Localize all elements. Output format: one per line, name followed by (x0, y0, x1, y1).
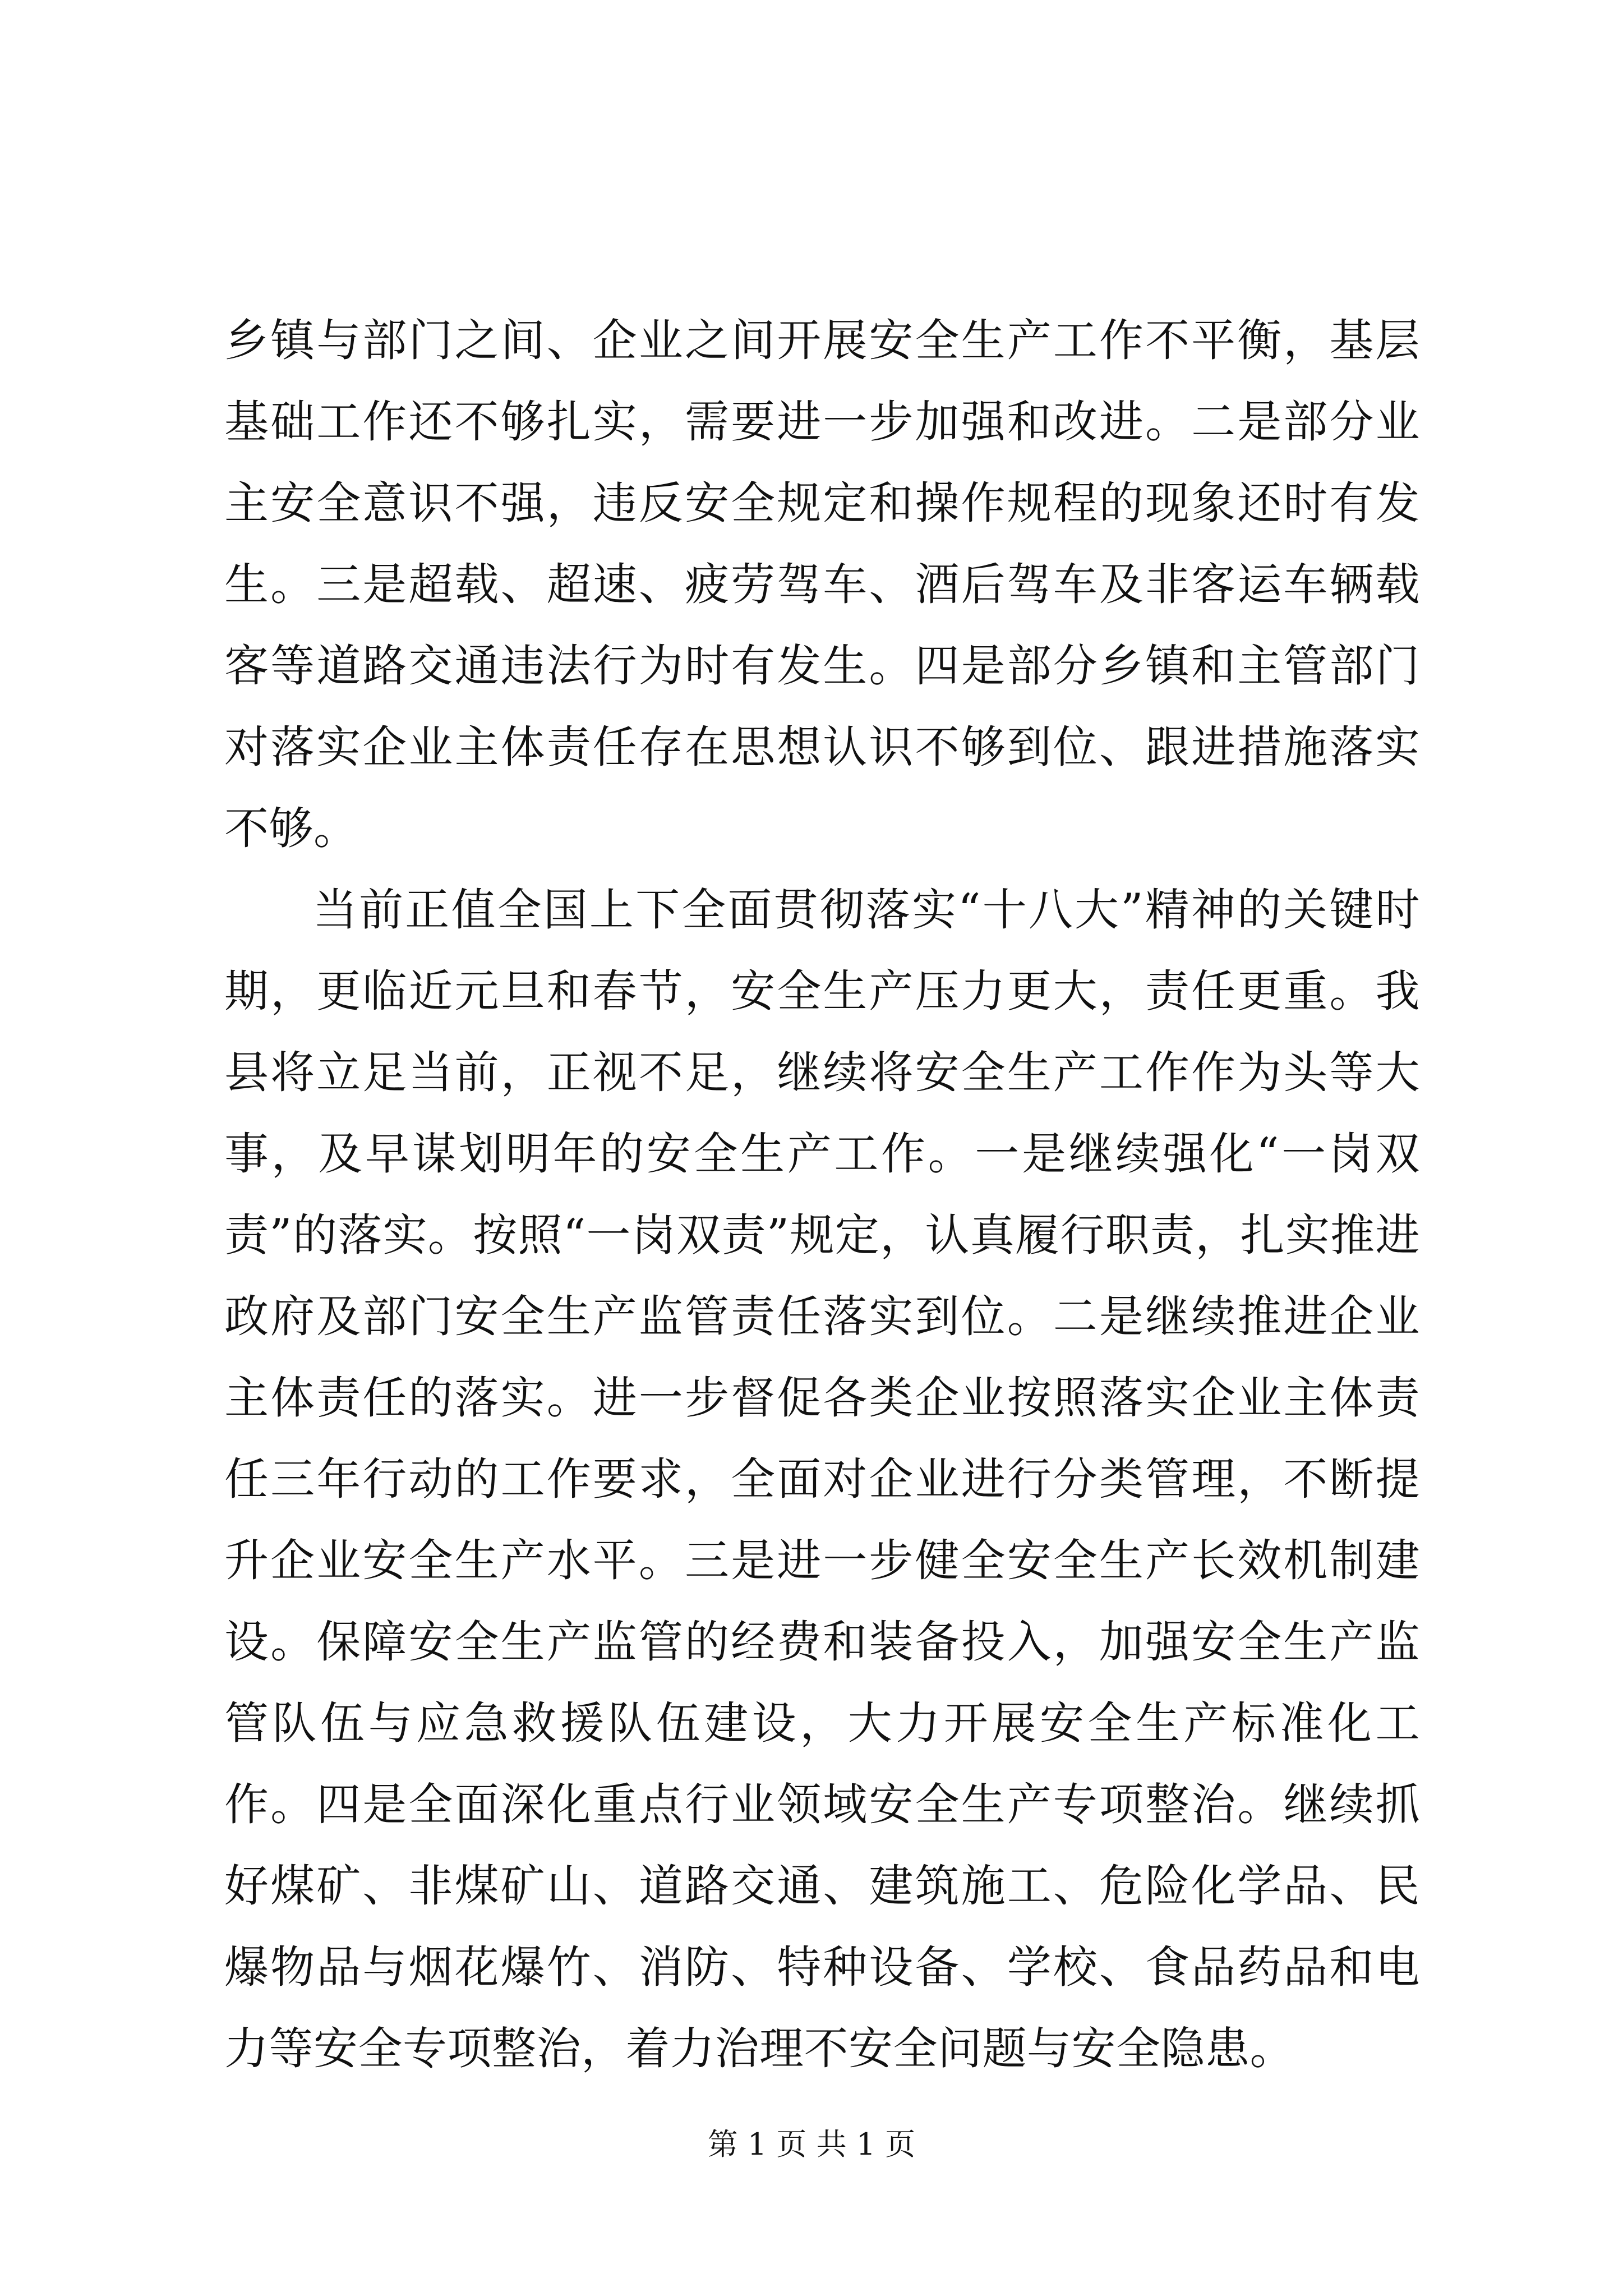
page-footer: 第 1 页 共 1 页 (707, 2127, 916, 2162)
paragraph-1: 乡镇与部门之间、企业之间开展安全生产工作不平衡，基层基础工作还不够扎实，需要进一步加强和改进。二是部分业主安全意识不强，违反安全规定和操作规程的现象还时有发生。三是超载、超速、疲劳驾车、酒后驾车及非客运车辆载客等道路交通违法行为时有发生。四是部分乡镇和主管部门对落实企业主体责任存在思想认识不够到位、跟进措施落实不够。 (224, 315, 1420, 854)
document-body (224, 300, 1420, 2090)
paragraph-2: 当前正值全国上下全面贯彻落实“十八大”精神的关键时期，更临近元旦和春节，安全生产压力更大，责任更重。我县将立足当前，正视不足，继续将安全生产工作作为头等大事，及早谋划明年的安全生产工作。一是继续强化“一岗双责”的落实。按照“一岗双责”规定，认真履行职责，扎实推进政府及部门安全生产监管责任落实到位。二是继续推进企业主体责任的落实。进一步督促各类企业按照落实企业主体责任三年行动的工作要求，全面对企业进行分类管理，不断提升企业安全生产水平。三是进一步健全安全生产长效机制建设。保障安全生产监管的经费和装备投入，加强安全生产监管队伍与应急救援队伍建设，大力开展安全生产标准化工作。四是全面深化重点行业领域安全生产专项整治。继续抓好煤矿、非煤矿山、道路交通、建筑施工、危险化学品、民爆物品与烟花爆竹、消防、特种设备、学校、食品药品和电力等安全专项整治，着力治理不安全问题与安全隐患。 (224, 884, 1420, 2074)
